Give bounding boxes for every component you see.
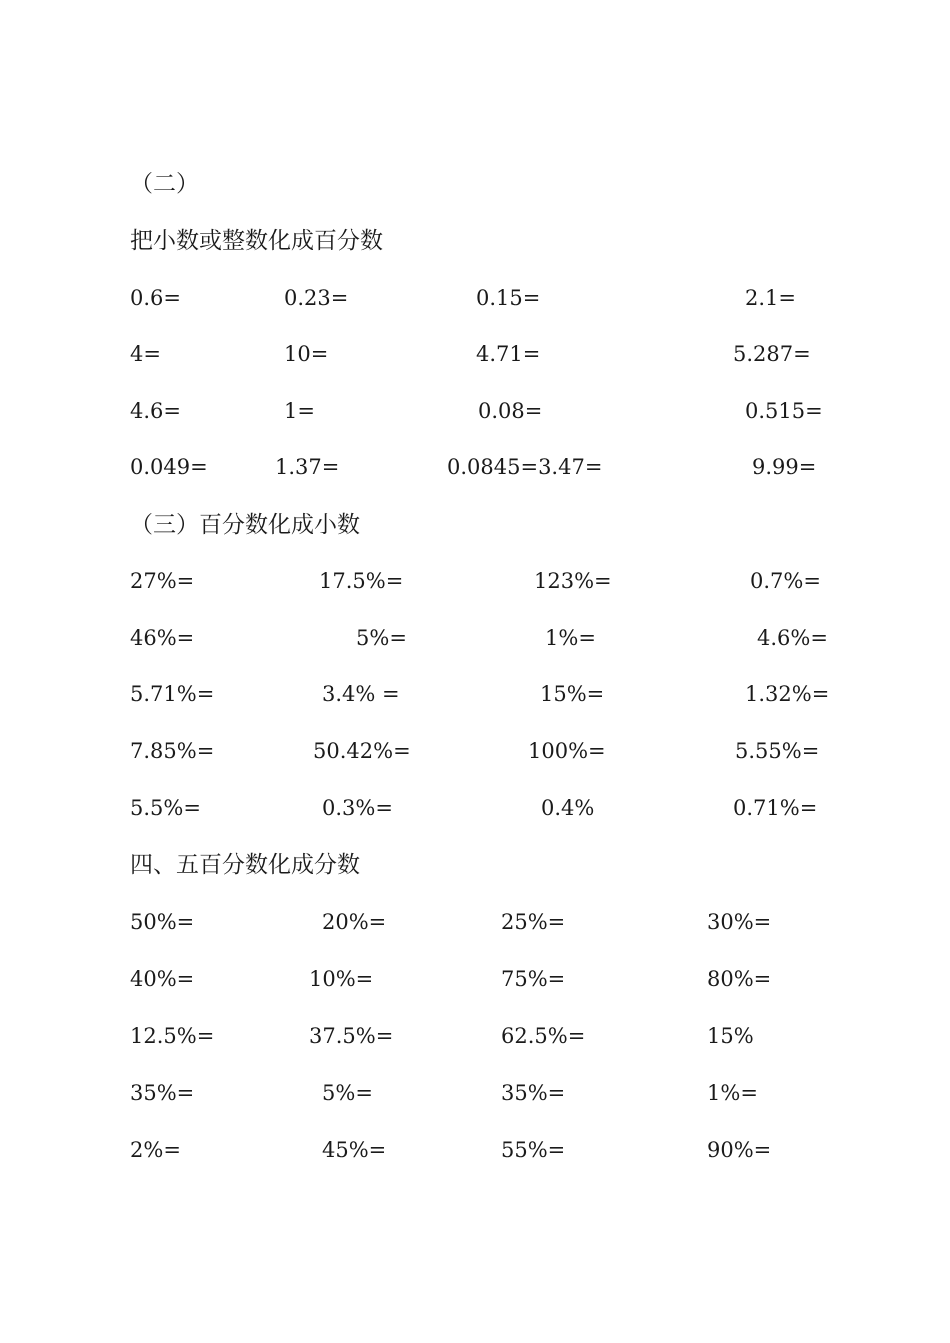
exercise: 10%=	[309, 967, 374, 991]
exercise: 9.99=	[752, 455, 817, 479]
exercise: 46%=	[130, 626, 195, 650]
section2-label-line	[0, 167, 950, 201]
section2-title-line	[0, 224, 950, 258]
exercise: 0.515=	[745, 399, 823, 423]
exercise: 4=	[130, 342, 161, 366]
exercise: 2.1=	[745, 286, 796, 310]
exercise: 1%=	[545, 626, 596, 650]
exercise: 0.08=	[478, 399, 543, 423]
exercise: 123%=	[534, 569, 612, 593]
exercise: 30%=	[707, 910, 772, 934]
exercise: 35%=	[130, 1081, 195, 1105]
section4-row-4	[0, 1076, 950, 1110]
exercise: 25%=	[501, 910, 566, 934]
section3-row-1	[0, 564, 950, 598]
section2-label: （二）	[130, 171, 199, 197]
exercise: 5.55%=	[735, 739, 820, 763]
exercise: 4.6=	[130, 399, 181, 423]
exercise: 5%=	[356, 626, 407, 650]
exercise: 50%=	[130, 910, 195, 934]
exercise: 27%=	[130, 569, 195, 593]
section4-title: 四、五百分数化成分数	[130, 852, 360, 878]
section2-row-3	[0, 394, 950, 428]
exercise: 1.32%=	[745, 682, 830, 706]
exercise: 15%	[707, 1024, 754, 1048]
exercise: 4.71=	[476, 342, 541, 366]
exercise: 5.71%=	[130, 682, 215, 706]
exercise: 0.71%=	[733, 796, 818, 820]
exercise: 0.23=	[284, 286, 349, 310]
section4-row-1	[0, 905, 950, 939]
exercise: 10=	[284, 342, 329, 366]
section3-title-line	[0, 508, 950, 542]
section2-row-2	[0, 337, 950, 371]
section4-title-line	[0, 848, 950, 882]
exercise: 15%=	[540, 682, 605, 706]
exercise: 37.5%=	[309, 1024, 394, 1048]
section3-row-4	[0, 734, 950, 768]
exercise: 35%=	[501, 1081, 566, 1105]
exercise: 55%=	[501, 1138, 566, 1162]
section2-title: 把小数或整数化成百分数	[130, 228, 383, 254]
section4-row-5	[0, 1133, 950, 1167]
exercise: 90%=	[707, 1138, 772, 1162]
exercise: 50.42%=	[313, 739, 411, 763]
exercise: 2%=	[130, 1138, 181, 1162]
exercise: 100%=	[528, 739, 606, 763]
section2-row-1	[0, 281, 950, 315]
exercise: 1=	[284, 399, 315, 423]
exercise: 80%=	[707, 967, 772, 991]
exercise: 40%=	[130, 967, 195, 991]
exercise: 12.5%=	[130, 1024, 215, 1048]
section3-row-3	[0, 677, 950, 711]
section2-row-4	[0, 450, 950, 484]
exercise: 3.4% =	[322, 682, 400, 706]
exercise: 0.7%=	[750, 569, 821, 593]
exercise: 5%=	[322, 1081, 373, 1105]
exercise: 5.287=	[733, 342, 811, 366]
exercise: 45%=	[322, 1138, 387, 1162]
exercise: 1.37=	[275, 455, 340, 479]
exercise: 4.6%=	[757, 626, 828, 650]
section3-row-2	[0, 621, 950, 655]
section4-row-2	[0, 962, 950, 996]
exercise: 0.6=	[130, 286, 181, 310]
exercise: 7.85%=	[130, 739, 215, 763]
section3-row-5	[0, 791, 950, 825]
exercise: 17.5%=	[319, 569, 404, 593]
section4-row-3	[0, 1019, 950, 1053]
exercise: 0.4%	[541, 796, 595, 820]
exercise: 0.0845=3.47=	[447, 455, 603, 479]
exercise: 5.5%=	[130, 796, 201, 820]
exercise: 20%=	[322, 910, 387, 934]
section3-title: （三）百分数化成小数	[130, 512, 360, 538]
exercise: 62.5%=	[501, 1024, 586, 1048]
exercise: 75%=	[501, 967, 566, 991]
exercise: 0.15=	[476, 286, 541, 310]
exercise: 0.3%=	[322, 796, 393, 820]
exercise: 1%=	[707, 1081, 758, 1105]
exercise: 0.049=	[130, 455, 208, 479]
